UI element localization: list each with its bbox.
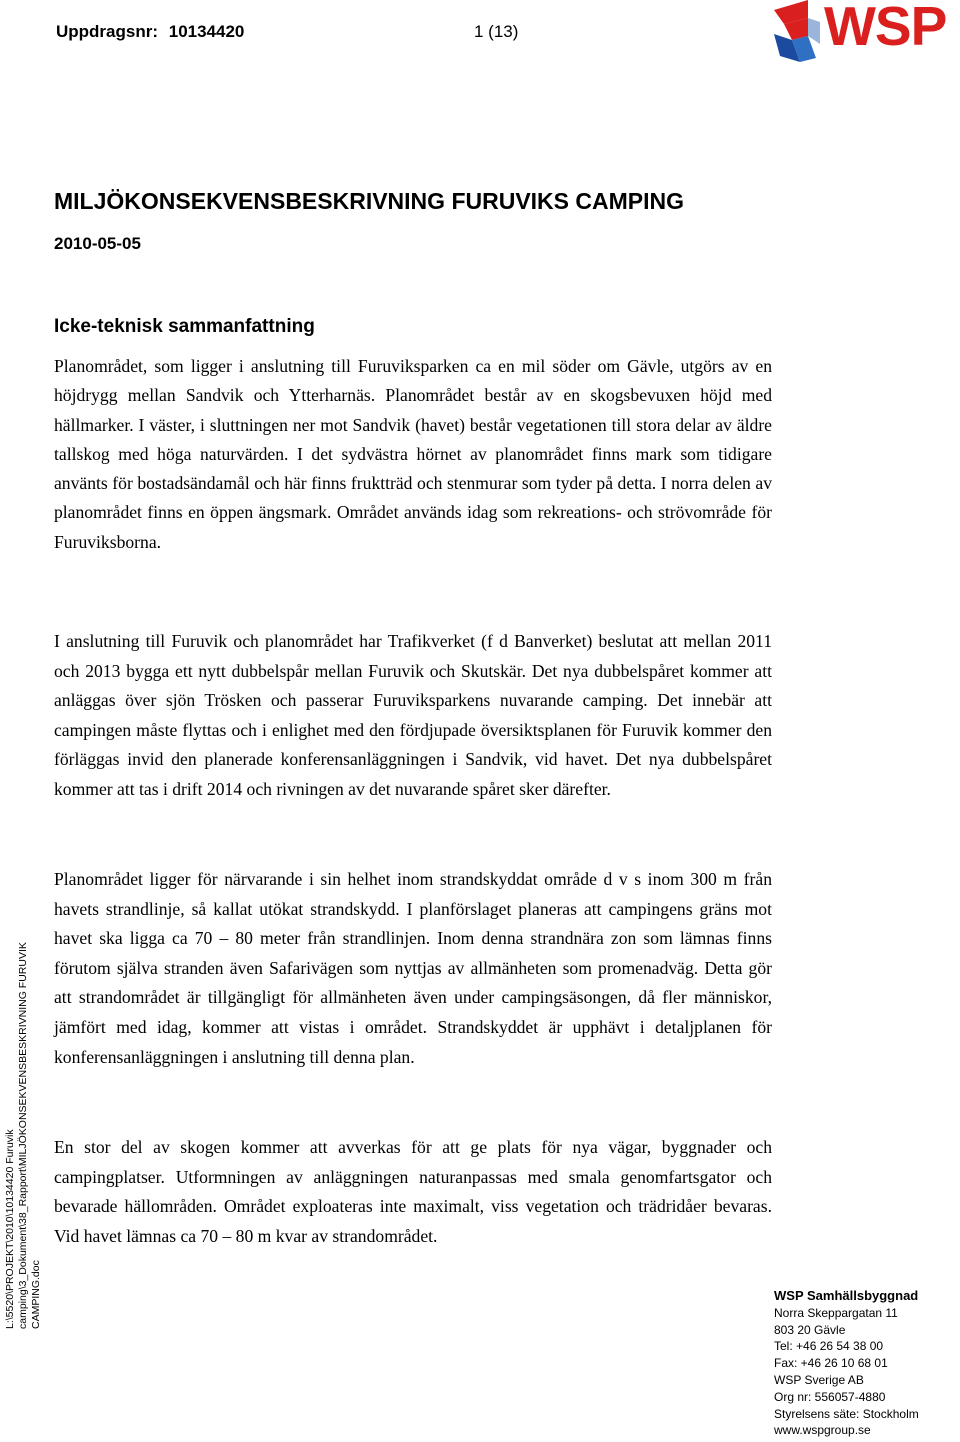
- footer-board-seat: Styrelsens säte: Stockholm: [774, 1406, 919, 1421]
- footer-legal-name: WSP Sverige AB: [774, 1372, 864, 1387]
- document-date: 2010-05-05: [54, 234, 141, 253]
- file-path-line-2: camping\3_Dokument\38_Rapport\MILJÖKONSEKVENSBESKRIVNING FURUVIK: [17, 942, 29, 1329]
- paragraph-1: Planområdet, som ligger i anslutning till Furuviksparken ca en mil söder om Gävle, utgörs av en höjdrygg mellan Sandvik och Ytterharnäs. Planområdet består av en skogsbevuxen höjd med hällmarker. I väster, i sluttningen ner mot Sandvik (havet) består vegetationen till stora delar av äldre tallskog med höga naturvärden. I det sydvästra hörnet av planområdet finns mark som tidigare använts för bostadsändamål och här finns fruktträd och stenmurar som tyder på detta. I norra delen av planområdet finns en öppen ängsmark. Området används idag som rekreations- och strövområde för Furuviksborna.: [54, 356, 772, 552]
- page-number: 1 (13): [474, 22, 519, 41]
- footer-website-link[interactable]: www.wspgroup.se: [774, 1423, 871, 1438]
- file-path-margin-note: [4, 909, 43, 1329]
- file-path-line-1: L:\5520\PROJEKT\2010\10134420 Furuvik: [4, 1129, 16, 1329]
- wsp-logo: [770, 0, 960, 64]
- assignment-number-label: Uppdragsnr:: [56, 22, 158, 41]
- footer-fax: Fax: +46 26 10 68 01: [774, 1356, 888, 1371]
- footer-company: WSP Samhällsbyggnad: [774, 1288, 919, 1303]
- assignment-number-value: 10134420: [168, 22, 245, 41]
- company-footer: [774, 1288, 960, 1439]
- document-title: MILJÖKONSEKVENSBESKRIVNING FURUVIKS CAMPING: [54, 188, 685, 214]
- wsp-logo-text: WSP: [824, 0, 947, 57]
- paragraph-4: En stor del av skogen kommer att avverkas för att ge plats för nya vägar, byggnader och campingplatser. Utformningen av anläggningen naturanpassas med smala genomfartsgator och bevarade hällområden. Området exploateras inte maximalt, viss vegetation och trädridåer bevaras. Vid havet lämnas ca 70 – 80 m kvar av strandområdet.: [54, 1137, 772, 1246]
- footer-postal: 803 20 Gävle: [774, 1322, 846, 1337]
- footer-org-nr: Org nr: 556057-4880: [774, 1389, 886, 1404]
- wsp-logo-mark-icon: [770, 0, 826, 64]
- paragraph-2: I anslutning till Furuvik och planområdet har Trafikverket (f d Banverket) beslutat att mellan 2011 och 2013 bygga ett nytt dubbelspår mellan Furuvik och Skutskär. Det nya dubbelspåret kommer att anläggas över sjön Trösken och passerar Furuviksparkens nuvarande camping. Det innebär att campingen måste flyttas och i enlighet med den fördjupade översiktsplanen för Furuvik kommer den förläggas invid den planerade konferensanläggningen i Sandvik, vid havet. Det nya dubbelspåret kommer att tas i drift 2014 och rivningen av det nuvarande spåret sker därefter.: [54, 631, 772, 799]
- footer-tel: Tel: +46 26 54 38 00: [774, 1339, 884, 1354]
- file-path-line-3: CAMPING.doc: [30, 1260, 42, 1329]
- paragraph-3: Planområdet ligger för närvarande i sin helhet inom strandskyddat område d v s inom 300 m från havets strandlinje, så kallat utökat strandskydd. I planförslaget planeras att campingens gräns mot havet ska ligga ca 70 – 80 meter från strandlinjen. Inom denna strandnära zon som lämnas finns förutom själva stranden även Safarivägen som nyttjas av allmänheten som promenadväg. Detta gör att strandområdet är tillgängligt för allmänheten även under campingsäsongen, då fler människor, jämfört med idag, kommer att vistas i området. Strandskyddet är upphävt i detaljplanen för konferensanläggningen i anslutning till denna plan.: [54, 869, 772, 1067]
- assignment-number: [56, 22, 244, 42]
- section-heading: Icke-teknisk sammanfattning: [54, 316, 315, 337]
- footer-street: Norra Skeppargatan 11: [774, 1305, 898, 1320]
